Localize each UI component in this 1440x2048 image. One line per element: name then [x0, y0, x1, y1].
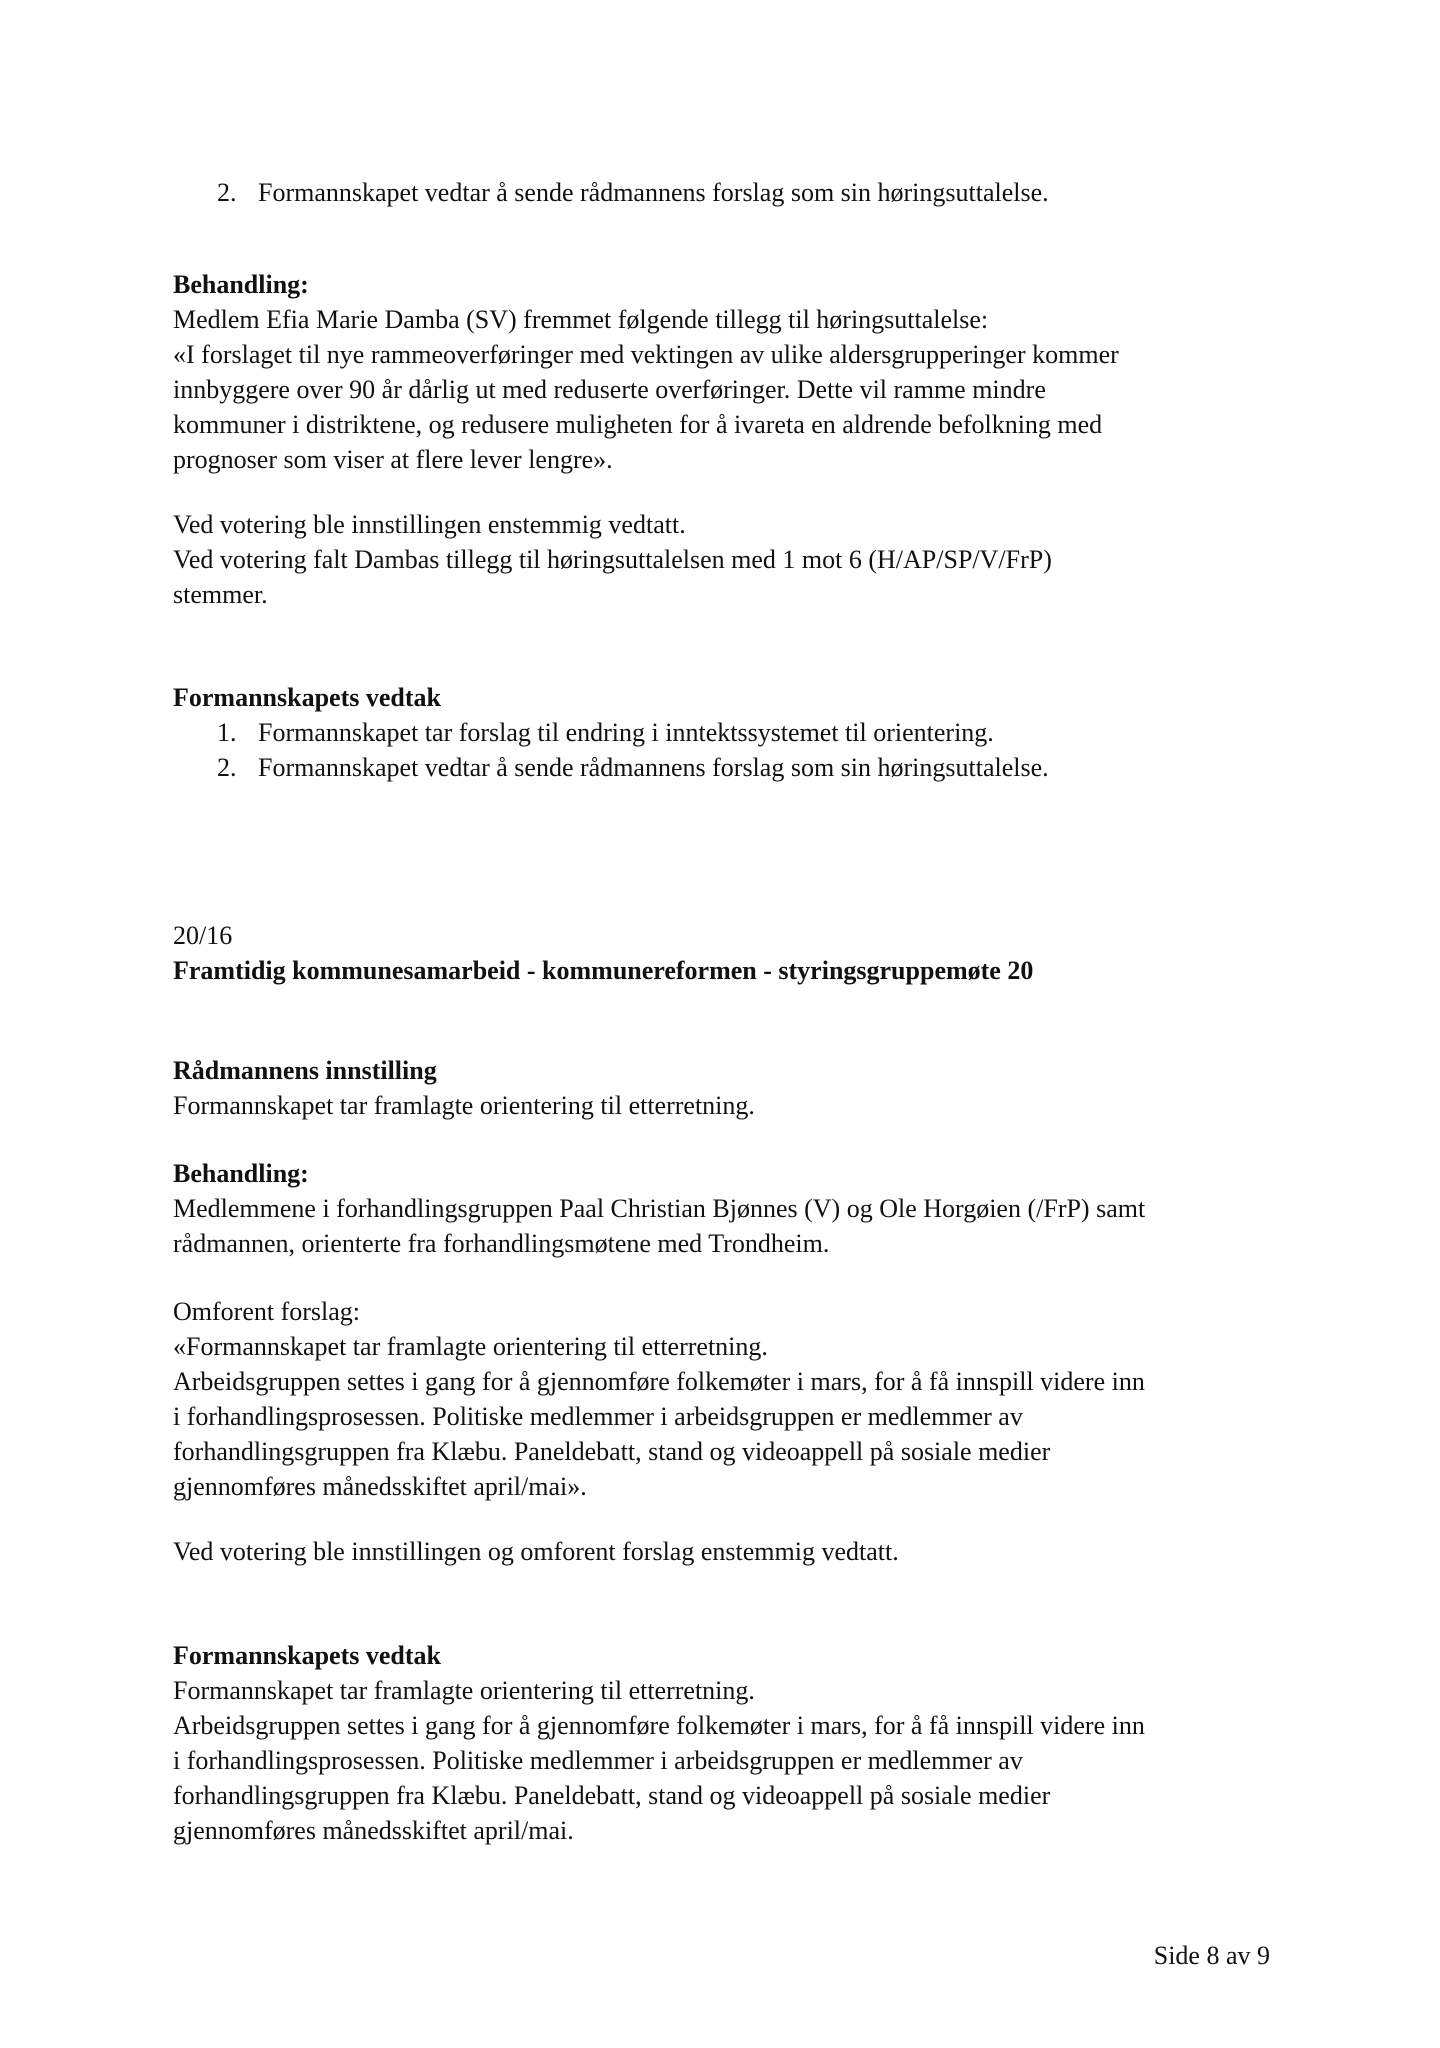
paragraph-line: rådmannen, orienterte fra forhandlingsmøtene med Trondheim. [173, 1229, 830, 1258]
paragraph-line: i forhandlingsprosessen. Politiske medlemmer i arbeidsgruppen er medlemmer av [173, 1402, 1023, 1431]
list-item [173, 715, 1283, 750]
list-item-text: Formannskapet tar forslag til endring i inntektssystemet til orientering. [258, 718, 994, 747]
paragraph-line: Formannskapet tar framlagte orientering til etterretning. [173, 1676, 755, 1705]
case1-votering [173, 507, 1283, 612]
list-item-number: 2. [217, 753, 237, 782]
page-number: Side 8 av 9 [1153, 1941, 1270, 1970]
behandling-heading: Behandling: [173, 270, 309, 299]
case2-behandling [173, 1156, 1283, 1261]
top-list [173, 175, 1283, 210]
list-item-text: Formannskapet vedtar å sende rådmannens forslag som sin høringsuttalelse. [258, 178, 1049, 207]
paragraph-line: Arbeidsgruppen settes i gang for å gjennomføre folkemøter i mars, for å få innspill videre inn [173, 1367, 1145, 1396]
paragraph-line: forhandlingsgruppen fra Klæbu. Paneldebatt, stand og videoappell på sosiale medier [173, 1781, 1051, 1810]
paragraph-line: Omforent forslag: [173, 1297, 361, 1326]
case2-header [173, 918, 1283, 988]
paragraph-line: Ved votering ble innstillingen enstemmig vedtatt. [173, 510, 686, 539]
case-title: Framtidig kommunesamarbeid - kommunereformen - styringsgruppemøte 20 [173, 956, 1034, 985]
paragraph-line: i forhandlingsprosessen. Politiske medlemmer i arbeidsgruppen er medlemmer av [173, 1746, 1023, 1775]
paragraph-line: Formannskapet tar framlagte orientering til etterretning. [173, 1091, 755, 1120]
list-item-text: Formannskapet vedtar å sende rådmannens forslag som sin høringsuttalelse. [258, 753, 1049, 782]
list-item [173, 175, 1283, 210]
innstilling-heading: Rådmannens innstilling [173, 1056, 437, 1085]
case2-votering [173, 1534, 1283, 1569]
paragraph-line: Ved votering ble innstillingen og omforent forslag enstemmig vedtatt. [173, 1537, 899, 1566]
paragraph-line: stemmer. [173, 580, 268, 609]
paragraph-line: «I forslaget til nye rammeoverføringer med vektingen av ulike aldersgrupperinger kommer [173, 340, 1119, 369]
paragraph-line: Arbeidsgruppen settes i gang for å gjennomføre folkemøter i mars, for å få innspill videre inn [173, 1711, 1145, 1740]
case2-omforent [173, 1294, 1283, 1504]
case2-vedtak [173, 1638, 1283, 1848]
case1-behandling [173, 267, 1283, 477]
list-item [173, 750, 1283, 785]
paragraph-line: Medlem Efia Marie Damba (SV) fremmet følgende tillegg til høringsuttalelse: [173, 305, 989, 334]
vedtak-heading: Formannskapets vedtak [173, 683, 441, 712]
paragraph-line: Ved votering falt Dambas tillegg til høringsuttalelsen med 1 mot 6 (H/AP/SP/V/FrP) [173, 545, 1052, 574]
case1-vedtak [173, 680, 1283, 785]
behandling-heading: Behandling: [173, 1159, 309, 1188]
paragraph-line: innbyggere over 90 år dårlig ut med reduserte overføringer. Dette vil ramme mindre [173, 375, 1046, 404]
paragraph-line: Medlemmene i forhandlingsgruppen Paal Christian Bjønnes (V) og Ole Horgøien (/FrP) samt [173, 1194, 1146, 1223]
paragraph-line: kommuner i distriktene, og redusere muligheten for å ivareta en aldrende befolkning med [173, 410, 1103, 439]
paragraph-line: gjennomføres månedsskiftet april/mai. [173, 1816, 574, 1845]
case2-innstilling [173, 1053, 1283, 1123]
paragraph-line: forhandlingsgruppen fra Klæbu. Paneldebatt, stand og videoappell på sosiale medier [173, 1437, 1051, 1466]
paragraph-line: «Formannskapet tar framlagte orientering til etterretning. [173, 1332, 768, 1361]
vedtak-heading: Formannskapets vedtak [173, 1641, 441, 1670]
paragraph-line: prognoser som viser at flere lever lengre». [173, 445, 613, 474]
paragraph-line: gjennomføres månedsskiftet april/mai». [173, 1472, 587, 1501]
case-number: 20/16 [173, 921, 233, 950]
list-item-number: 2. [217, 178, 237, 207]
list-item-number: 1. [217, 718, 237, 747]
